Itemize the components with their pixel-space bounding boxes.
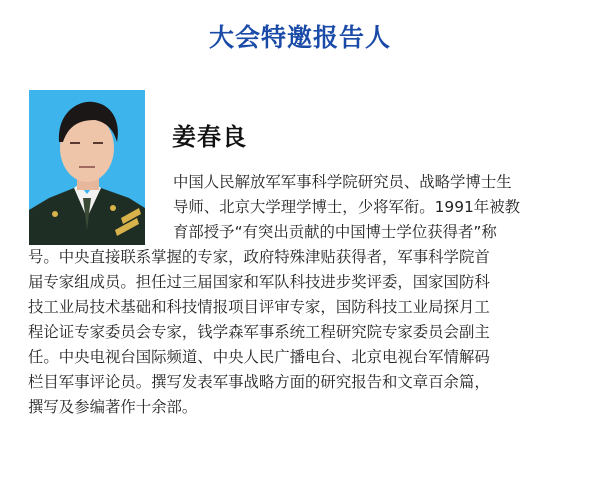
bio-line: 任。中央电视台国际频道、中央人民广播电台、北京电视台军情解码	[28, 348, 490, 366]
speaker-name: 姜春良	[172, 123, 247, 151]
bio-line: 栏目军事评论员。撰写发表军事战略方面的研究报告和文章百余篇，	[28, 373, 490, 391]
bio-line: 程论证专家委员会专家，钱学森军事系统工程研究院专家委员会副主	[28, 323, 490, 341]
bio-line: 号。中央直接联系掌握的专家，政府特殊津贴获得者，军事科学院首	[28, 248, 490, 266]
bio-line: 技工业局技术基础和科技情报项目评审专家，国防科技工业局探月工	[28, 298, 490, 316]
speaker-bio	[28, 170, 576, 420]
page-title: 大会特邀报告人	[208, 23, 391, 52]
bio-line: 育部授予“有突出贡献的中国博士学位获得者”称	[173, 223, 497, 241]
bio-line: 导师、北京大学理学博士，少将军衔。1991年被教	[173, 198, 520, 216]
bio-line: 撰写及参编著作十余部。	[28, 398, 198, 416]
bio-line: 中国人民解放军军事科学院研究员、战略学博士生	[173, 173, 512, 191]
bio-line: 届专家组成员。担任过三届国家和军队科技进步奖评委，国家国防科	[28, 273, 490, 291]
